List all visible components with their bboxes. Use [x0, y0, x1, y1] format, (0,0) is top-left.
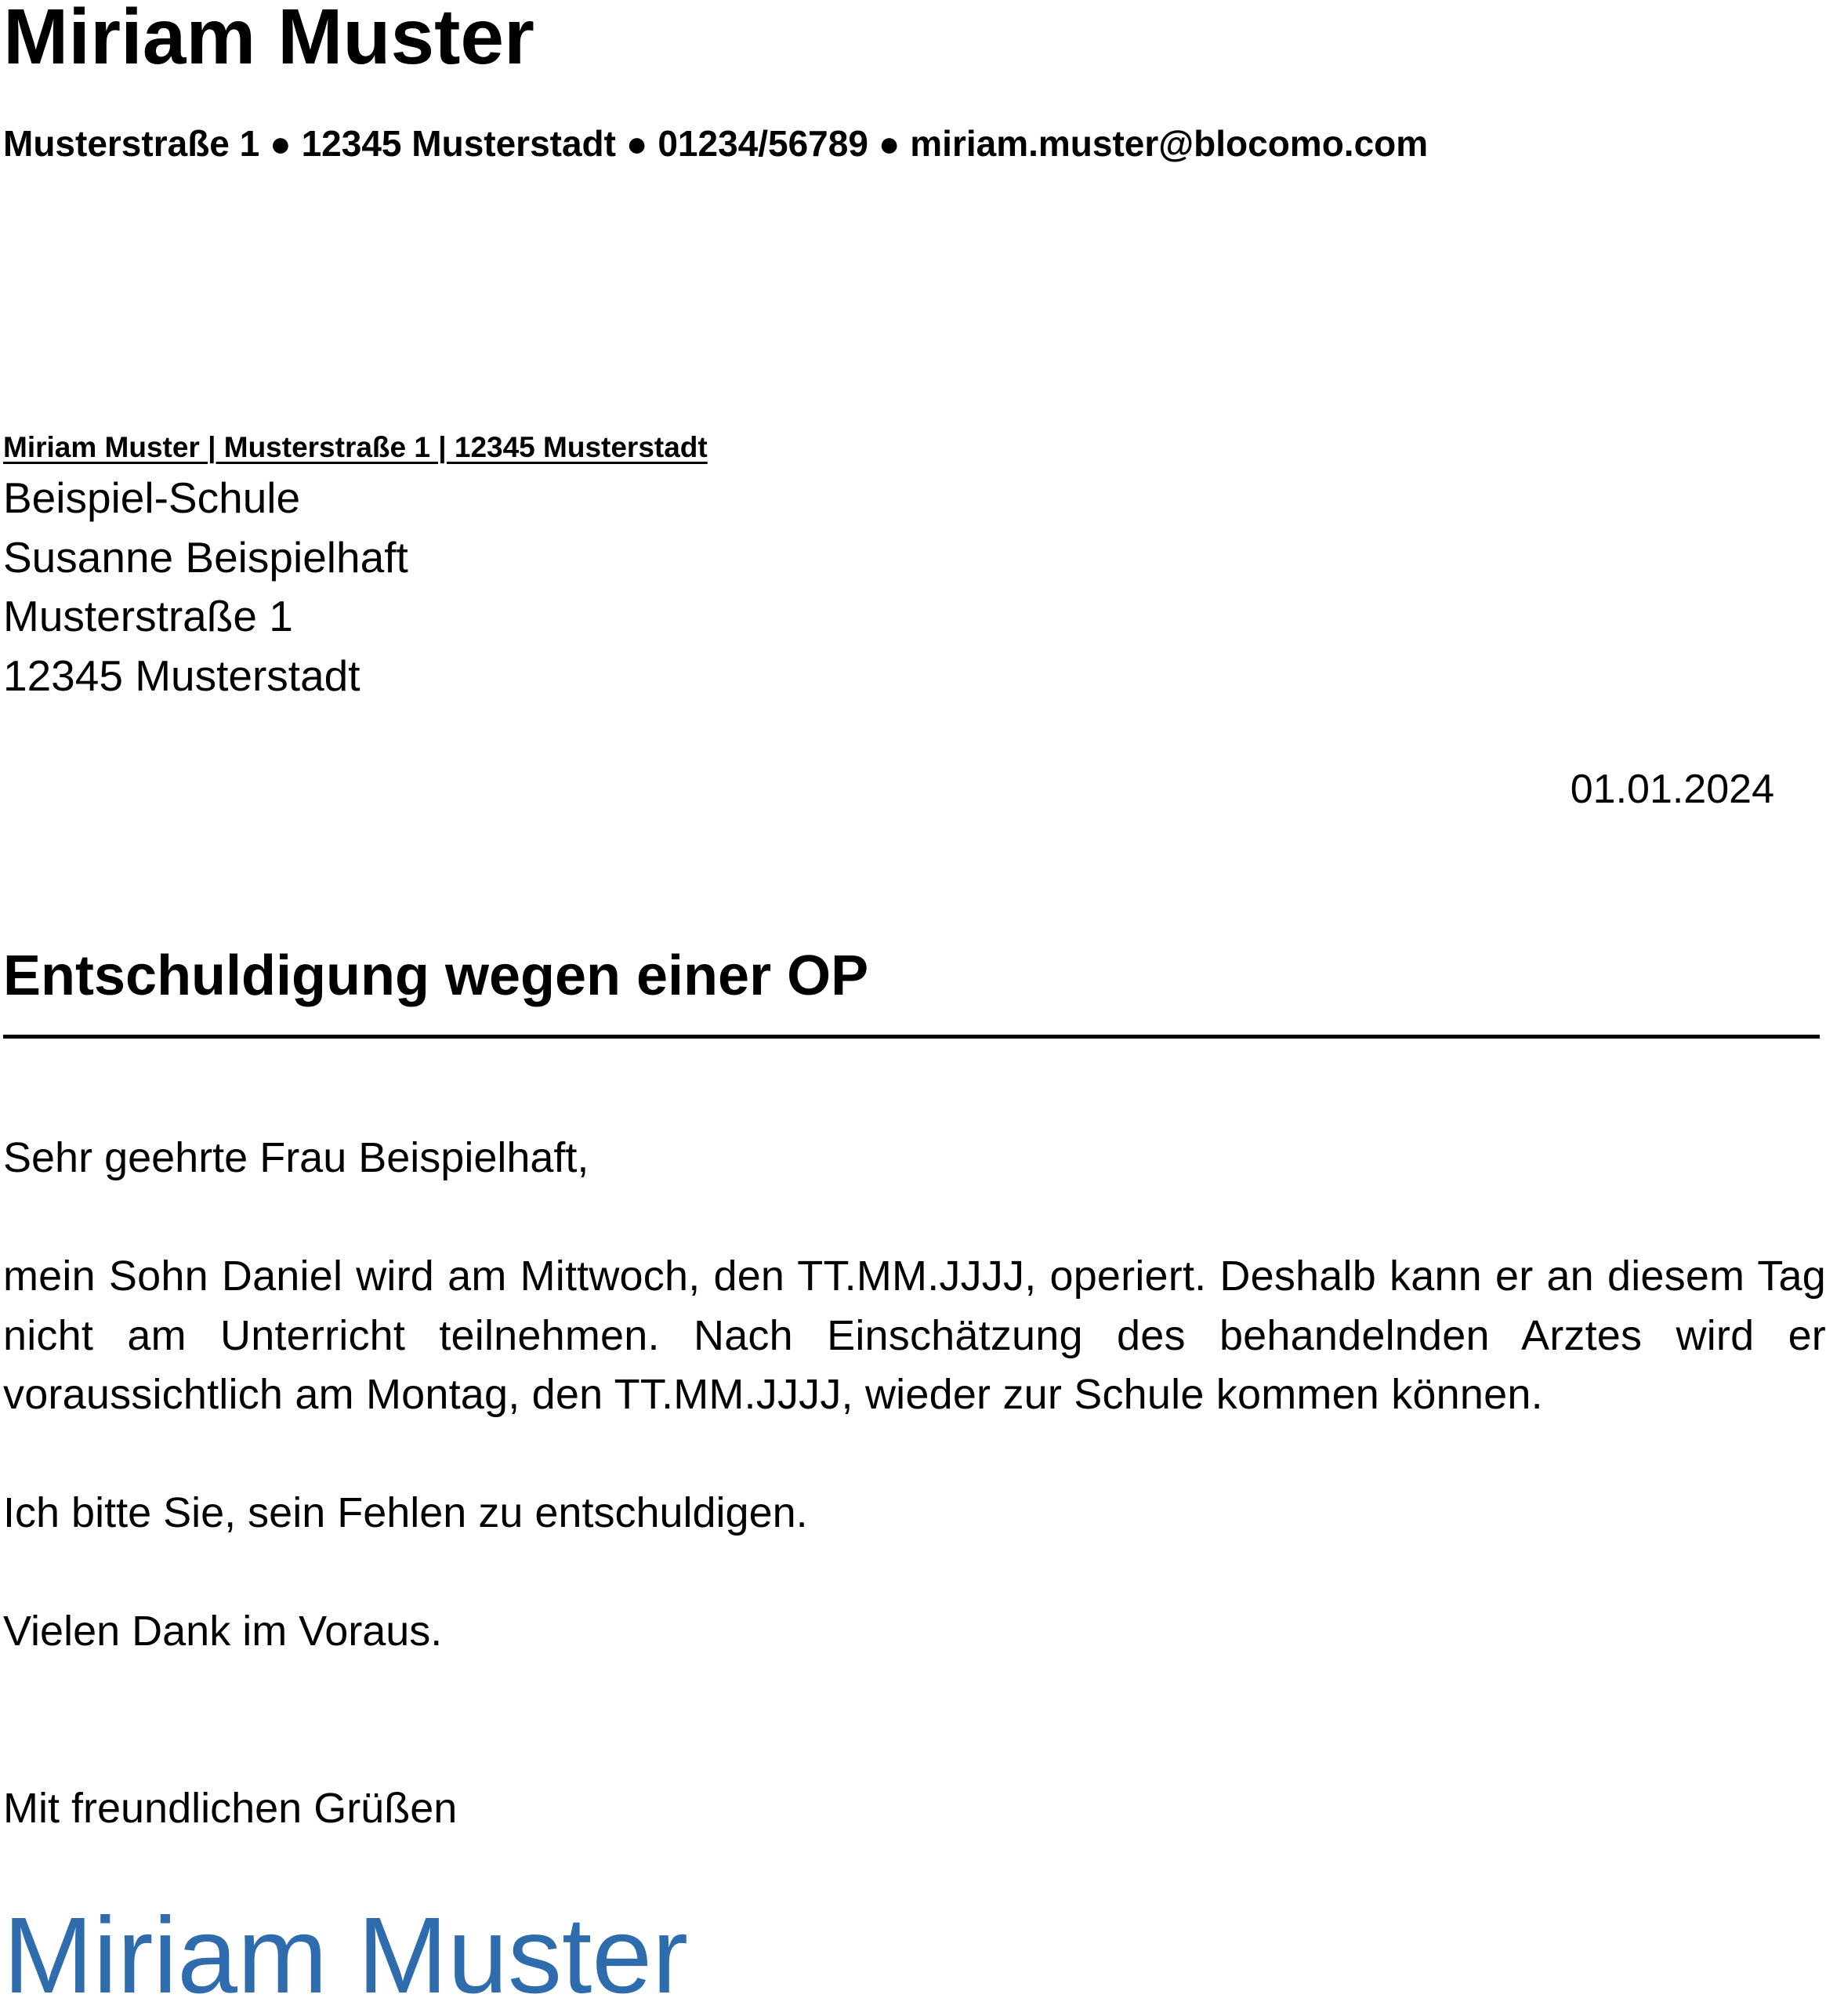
closing-phrase: Mit freundlichen Grüßen — [3, 1785, 458, 1832]
sender-name: Miriam Muster — [3, 0, 534, 81]
recipient-person: Susanne Beispielhaft — [3, 532, 408, 582]
body-paragraph-1: mein Sohn Daniel wird am Mittwoch, den TT.MM.JJJJ, operiert. Deshalb kann er an diesem Tag nicht am Unterricht teilnehmen. Nach Einschätzung des behandelnden Arztes wird er voraussichtlich am Montag, den TT.MM.JJJJ, wieder zur Schule kommen können. — [3, 1253, 1826, 1418]
recipient-organization: Beispiel-Schule — [3, 473, 301, 522]
body-paragraph-3: Vielen Dank im Voraus. — [3, 1608, 443, 1655]
recipient-city: 12345 Musterstadt — [3, 651, 360, 700]
letter-subject: Entschuldigung wegen einer OP — [3, 945, 869, 1007]
letter-body — [3, 1129, 1826, 1720]
signature: Miriam Muster — [3, 1895, 689, 2016]
salutation: Sehr geehrte Frau Beispielhaft, — [3, 1134, 589, 1181]
sender-contact-line: Musterstraße 1 ● 12345 Musterstadt ● 01234/56789 ● miriam.muster@blocomo.com — [3, 123, 1429, 164]
subject-divider — [3, 1035, 1820, 1039]
body-paragraph-2: Ich bitte Sie, sein Fehlen zu entschuldigen. — [3, 1489, 808, 1536]
letter-date: 01.01.2024 — [1570, 767, 1774, 812]
recipient-address-block — [3, 469, 408, 705]
recipient-street: Musterstraße 1 — [3, 592, 293, 640]
return-address-line: Miriam Muster | Musterstraße 1 | 12345 Musterstadt — [3, 431, 708, 463]
